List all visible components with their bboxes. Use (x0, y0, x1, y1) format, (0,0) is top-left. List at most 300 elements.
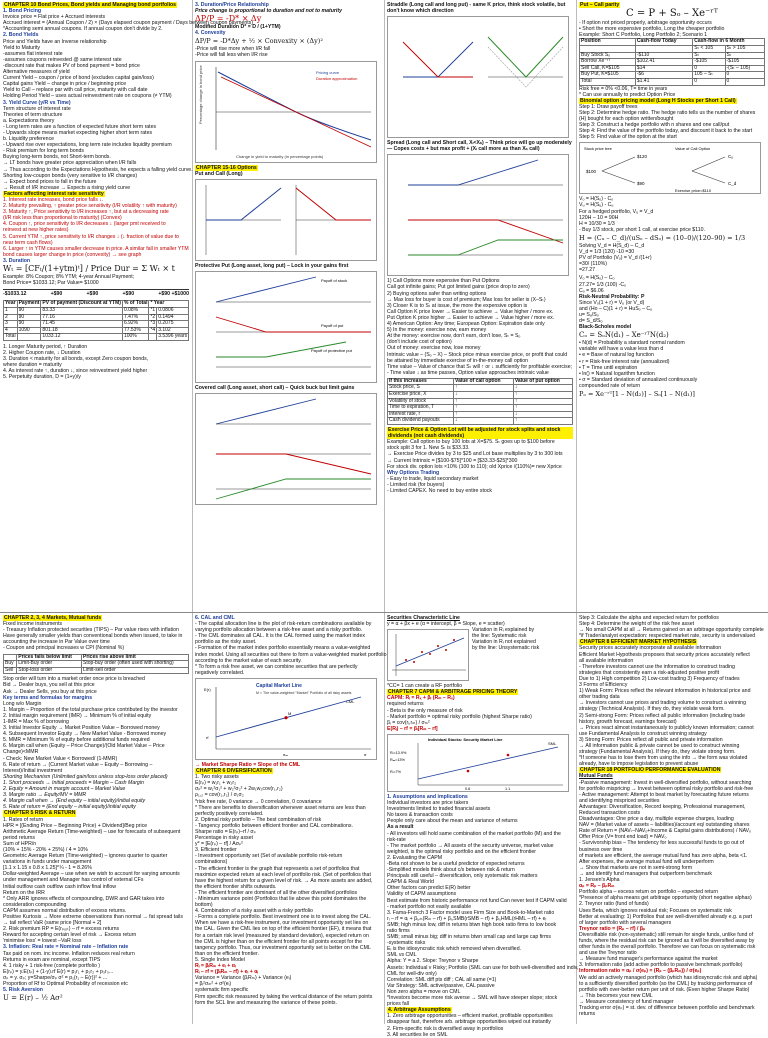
duration-example-price: Bond Price= $1033.12; Par Value= $1000 (3, 280, 99, 287)
tree-label: Value of Call Option (675, 146, 711, 152)
black-scholes-put: Pₒ = Xe⁻ʳᵀ[1 – N(d₂)] – Sₒ[1 – N(d₁)] (579, 390, 695, 398)
note-line: Step 1: Draw payoff trees (579, 103, 638, 110)
note-line: CAPM & Real World (387, 879, 434, 886)
note-line: - Upward rise over expectations, long term rate includes liquidity premium (3, 142, 172, 149)
market-point (284, 716, 287, 719)
note-line: * To form a risk free asset, we can combine securities that are perfectly (195, 663, 358, 670)
note-line: -assumes flat interest rate (3, 50, 63, 57)
note-line: systematic firm specific (195, 987, 249, 994)
note-line: • σ = Standard deviation of annualized continuously (579, 376, 698, 383)
note-line: → LT bonds have greater price appreciation when I/R falls (3, 160, 137, 167)
note-line: - Limited CAPEX. No need to buy entire stock (387, 487, 492, 494)
jensen-alpha-formula: αₚ = Rₚ – βₚRₘ (579, 883, 615, 890)
note-line: varying portfolio allocation between a risk-free asset and a risky portfolio. (195, 627, 363, 634)
written-call-line (216, 454, 371, 474)
note-line: Step 3: Calculate the alpha and expected return for portfolios (579, 615, 719, 621)
table-cell: Buy (4, 661, 17, 668)
note-line: -Beta not shown to be a useful predictor of expected returns (387, 860, 525, 867)
stock-point (467, 770, 470, 773)
note-line: 1) Call Options more expensive than Put Options (387, 278, 500, 285)
chart-legend: Pricing curve (316, 69, 340, 75)
table-header: Prices falls below limit (17, 654, 82, 661)
note-line: returns (579, 1011, 596, 1018)
column-cml-diversification (192, 613, 387, 1024)
table-cell: ↑ (513, 418, 572, 425)
column-option-strategies (384, 0, 576, 612)
note-line: use Fundamental Analysis to construct winning strategy (579, 730, 707, 737)
arbitrage-steps (579, 615, 765, 639)
note-line: -assumes coupons reinvested @ same interest rate (3, 56, 122, 63)
solve-steps-2 (579, 275, 765, 293)
note-line: 2. Maturity prevailing, ↑ greater price sensitivity (I/R volatility ↑ with maturity) (3, 203, 177, 210)
note-line: the CML is higher than on the efficient frontier for all points except for the (195, 938, 362, 945)
note-line: strategies that consistently earn a risk-adjusted positive profit (579, 669, 720, 676)
stock-payoff-line (216, 277, 316, 302)
table-cell: Time to expiration, T (388, 405, 454, 412)
time-value: Time value – Value of chance that Sₜ will ↑ or ↓ sufficiently for profitable exercise; (387, 363, 573, 370)
note-line: NAV = (Market value of assets – liabilities)/account eq/ outstanding shares (579, 822, 750, 829)
binomial-tree (579, 142, 761, 194)
point-label: SML (548, 740, 557, 746)
hedge-steps (579, 196, 765, 233)
note-line: *if Trader/analyst expectation: respected market rate, security is undervalued (579, 633, 756, 640)
note-line: 1. Two risky assets (195, 774, 239, 781)
note-line: People only care about the mean and variance of returns (387, 818, 518, 825)
parity-rows (580, 52, 765, 85)
cal-cml-title: 6. CAL and CML (195, 615, 235, 621)
note-line: HPR = [(Ending Price – Beginning Price) + Dividend]/Beg price (3, 822, 148, 829)
note-line: prices fall (387, 1001, 409, 1008)
note-line: 5. Rate of return = (End equity – initial equity)/initial equity (3, 804, 136, 811)
table-cell: Sₜ (693, 52, 725, 59)
risk-aversion-title: 5. Risk Aversion (3, 987, 43, 994)
note-line: 5. MMR = Minimum % of equity before additional funds required (3, 737, 150, 744)
table-cell: 1033.12 (41, 334, 123, 341)
note-line: by the line: Unsystematic risk (472, 645, 540, 652)
parity-table (579, 38, 765, 85)
point-label: Rᵢ=7% (390, 769, 402, 774)
assumptions-list (387, 800, 573, 824)
note-line: → This becomes your new CML (579, 992, 653, 999)
note-line: * There are benefits to diversification whenever asset returns are less than (195, 804, 366, 811)
note-line: σₚ² = w₁²σ₁² + w₂²σ₂² + 2w₁w₂cov(r₁,r₂) (195, 786, 283, 793)
table-cell: -$110 (635, 52, 692, 59)
single-index-excess-formula: Rᵢ – rf = (βᵢRₘ – rf) + eᵢ + αᵢ (195, 969, 259, 976)
axis-label: CML (346, 698, 355, 704)
chapter-15-title: CHAPTER 15-16 Options (196, 164, 257, 171)
invoice-price: Invoice price = Flat price + Accrued interests (3, 14, 106, 21)
table-header: % of Total (123, 300, 148, 307)
chart-y-label: Percentage change in bond price (198, 64, 203, 124)
table-cell: ↓ (513, 385, 572, 392)
note-line: Alpha: Y = a 2. Slope: Treynor v Sharpe (387, 958, 479, 965)
note-line: Ask → Dealer Sells, you buy at this price (3, 688, 97, 695)
duration-rules (3, 344, 189, 381)
parity-footnote: * Can use annually to predict Option Price (579, 91, 676, 98)
scl-block (387, 627, 573, 683)
scatter-point (421, 651, 423, 653)
note-line: - Easy to trade, liquid secondary market (387, 475, 479, 482)
note-line: Vₒ = H(Sₒ) – Cₒ (579, 275, 615, 282)
intrinsic-value: Intrinsic value – (Sₒ – X) – Stock price minus exercise price, or profit that could be attained by immediate exercise of in-the-money call option (387, 351, 568, 364)
put-call-payoff-chart (195, 179, 377, 261)
note-line: βᵢ = cov(rᵢ,rₘ) / σₘ² (387, 719, 430, 726)
note-line: form the SCL line and measuring the variance of these points. (195, 999, 337, 1006)
note-line: 3) Closer K is to Sₜ at issue, the more the expensive option is (387, 302, 528, 309)
assumptions-title: 1. Assumptions and implications (387, 793, 468, 800)
sml-chart (387, 734, 569, 792)
note-line: and (Ho – C)(1 + r) = HuSₒ – Cᵤ (579, 305, 653, 312)
cash-flow-timeline (3, 289, 189, 297)
table-cell: 6.92% (122, 321, 149, 328)
tree-branch (602, 157, 635, 171)
note-line: - Therefore investors cannot use the information to construct trading (579, 663, 735, 670)
note-line: portfolio as the risky asset. (195, 639, 257, 646)
duration-rows (4, 307, 189, 340)
note-line: required returns (387, 701, 424, 708)
chapter-5-title: CHAPTER 5 RISK & RETURN (4, 810, 76, 817)
call-payoff-line (403, 42, 473, 77)
note-line: Reward for accepting certain level of risk → Excess return (3, 932, 137, 939)
note-line: Percentage in risky asset (195, 835, 253, 842)
note-line: Geometric Average Return (Time-weighted) – ignores quarter to quarter (3, 853, 168, 860)
note-line: Firm specific risk measured by taking the vertical distance of the return points (195, 993, 373, 1000)
note-line: Returns in exam are nominal, except TIPS (3, 956, 101, 963)
note-line: near term cash flows) (3, 239, 53, 246)
note-line: - Risk premium for long term bonds (3, 148, 85, 155)
chapter-10-title: CHAPTER 10 Bond Prices, Bond yields and Managing bond portfolios (4, 2, 177, 8)
note-line: 1. Longer Maturity period, ↑ Duration (3, 343, 88, 350)
risk-neutral-notes (579, 300, 765, 324)
note-line: Vₒ = H(Sₒ) - Cₒ (579, 196, 614, 203)
note-line: 6. Rate of return → (Current Market value – Equity – Borrowing – (3, 761, 153, 768)
table-cell: Sell (4, 667, 17, 674)
note-line: Other factors can predict E(R) better (387, 885, 471, 892)
note-line: - All investors will hold same combination of the market portfolio (M) and the (387, 830, 561, 837)
chart-note: M = The value-weighted "Market" Portfolio of all risky assets (256, 690, 352, 695)
scl-title: Securities Characteristic Line (387, 615, 460, 621)
scatter-point (453, 639, 455, 641)
treynor-notes (579, 932, 765, 969)
option-notes (387, 278, 573, 351)
tree-branch (602, 171, 635, 183)
table-cell: 1 (4, 307, 18, 314)
duration-example: Example: 8% Coupon; 8% YTM; 4-year Annual Payment; (3, 274, 135, 281)
note-line: • e = Base of natural log function (579, 352, 654, 359)
note-line: SMB; small minus big; diff in returns btwn small cap and large cap firms (387, 934, 551, 941)
note-line: Correlation: SML diff pts diff ; CAL all same (=1) (387, 976, 497, 983)
note-line: 1-IMR = Max % of borrowing (3, 719, 69, 725)
sml-formula: E(Rᵢ) – rf = βᵢ[Rₘ – rf] (387, 725, 438, 732)
table-cell: Buy Put, K=$105 (580, 72, 636, 79)
note-line: Rate of Return = (NAVₜ–NAVₒ+Income & Capital gains distributions) / NAVₒ (579, 828, 752, 835)
note-line: 6. Margin call when (Equity – Price Change)/(Old Market Value – Price (3, 743, 165, 750)
note-line: 5. Perpetuity duration, D = (1+y)/y (3, 374, 81, 381)
straddle-payoff-line (488, 37, 563, 77)
note-line: bottom) (195, 902, 213, 909)
note-line: - Treasury Inflation protected securities (TIPS) – Par value rises with inflation (3, 627, 179, 634)
table-cell: 105 – Sₜ (693, 72, 725, 79)
table-cell: Interest rate, r (388, 411, 454, 418)
straddle-label: Straddle (Long call and long put) - same K price, think stock volatile, but don't know which direction (387, 2, 566, 15)
note-line: compounded rate of return (579, 382, 641, 389)
duration-price-title: 3. Duration/Price Relationship (195, 2, 269, 8)
duration-price-subtitle: Price change is proportional to duration and not to maturity (195, 8, 342, 15)
table-header: PV of payment (Discount at YTM) (42, 300, 121, 307)
binomial-title: Binomial option pricing model (Long H Stocks per Short 1 Call) (580, 97, 736, 104)
note-line: ρ₁,₂ = cov(r₁,r₂) / σ₁σ₂ (195, 792, 244, 799)
note-line: (don't include cost of option) (387, 339, 452, 346)
capm-formula: CAPM: Rᵢ = Rₓ + βᵢ (Rₘ – Rₓ) (387, 695, 455, 702)
table-cell: Stop-buy order (often used with shorting) (82, 661, 189, 668)
order-notes (3, 676, 189, 694)
note-line: 3) Strong Form: Prices reflect all public and private information (579, 736, 723, 743)
axis-label: M (288, 710, 292, 716)
note-line: 4. Margin call when → (End equity – initial equity)/initial equity (3, 798, 146, 805)
note-line: Validity of CAPM assumptions (387, 891, 457, 898)
note-line: → Exercise Price divides by 3 to $25 and Lot base multiplies by 3 to 300 lots (387, 451, 563, 458)
straddle-chart (387, 16, 569, 138)
note-line: No taxes & transaction costs (387, 812, 453, 819)
why-options-title: Why Options Trading (387, 469, 440, 476)
table-header: Cash-flow in 6 Month (693, 39, 765, 46)
duration-table (3, 300, 189, 341)
section-convexity: 4. Convexity (195, 30, 226, 37)
as-result-label: As a result (387, 824, 414, 831)
note-line: 4. Combination of a risky asset with a risky portfolio (195, 908, 313, 915)
note-line: history, growth forecast, earnings forecast) (579, 718, 677, 725)
table-cell: 71.45 (41, 321, 123, 328)
scatter-point (413, 661, 415, 663)
risk-return-notes (3, 817, 189, 945)
note-line: Step 5: Find value of the option at the start (579, 134, 677, 141)
note-line: E(rₚ) = y.E(rₚ) + (1-y).rf E(r) = p₁r₁ + p₂r₂ + p₃r₃... (3, 968, 114, 975)
note-line: Tax paid on nom. inc income. Inflation reduces real return (3, 950, 135, 957)
note-line: Yield to Maturity (3, 44, 40, 51)
note-line: Vᵤ = H(Sᵤ) - Cᵤ (579, 202, 614, 209)
table-cell: 2 (4, 314, 18, 321)
note-line: → No small CAPM at all → Returns gained on an arbitrage opportunity complete (579, 627, 764, 634)
table-row (4, 667, 189, 674)
column-markets (0, 613, 192, 1024)
mutual-funds-notes (579, 780, 765, 884)
note-line: Var Strategy: SML active/passive, CAL passive (387, 982, 495, 989)
spread-payoff-line (408, 240, 563, 255)
parity-note: • Short the more expensive portfolio, Long the cheaper portfolio (579, 26, 725, 33)
capm-results (387, 830, 579, 1008)
table-cell: -(Sₜ – 105) (725, 65, 764, 72)
note-line: 4. Coupon ↑, price sensitivity to I/R decreases ↓ (larger pmt received to (3, 221, 166, 228)
axis-label: σ (364, 751, 367, 757)
note-line: Call got infinite gains; Put got limited gains (price drop to zero) (387, 284, 530, 291)
note-line: 2. Higher Coupon rate, ↓ Duration (3, 349, 81, 356)
table-cell: *1 (150, 306, 156, 313)
note-line: Step 4: Determine the weight of the risk free asset (579, 621, 695, 628)
scl-equation: y = α + βx + e (α = intercept, β = Slope, e = scatter) (387, 621, 505, 628)
covered-call-label: Covered call (Long asset, short call) – Quick buck but limit gains (195, 384, 355, 391)
note-line: Theories of term structure (3, 111, 63, 118)
table-cell: Stop-loss order (17, 667, 82, 674)
table-cell: Sₜ (725, 52, 764, 59)
note-line: - Beta is the only measure of risk (387, 707, 463, 714)
note-line: - The efficient frontier are dominant of all the other diversified portfolios (195, 889, 358, 896)
order-types-rows (4, 661, 189, 674)
note-line: Long w/o Margin (3, 700, 42, 707)
note-line: accounting the increase in Par Value over time (3, 639, 110, 646)
table-row (388, 418, 573, 425)
table-row (580, 78, 765, 85)
note-line: → Investors cannot use prices and trading volume to construct a winning (579, 700, 746, 707)
note-line: When we have a risk-free instrument, our investment opportunity set lies on (195, 920, 369, 927)
note-line: disappear fast, therefore arb. arbitrage opportunities wiped out instantly (387, 1019, 551, 1026)
scl-line (396, 638, 464, 666)
note-line: Buying long-term bonds, not Short-term bonds. (3, 154, 111, 161)
chart-x-label: Change in yield to maturity (in percentage points) (236, 153, 324, 159)
note-line: Step 4: Find the value of the portfolio today, and discount it back to the start (579, 128, 753, 135)
note-line: E(rₚ) = w₁r₁ + w₂r₂ (195, 780, 237, 787)
table-cell: Cash dividend payouts (388, 418, 454, 425)
note-line: • r = Risk-free interest rate (annualized) (579, 358, 670, 365)
chart-legend: Duration approximation (316, 75, 358, 81)
note-line: 2) Semi-strong Form: Prices reflect all public information (including trade (579, 712, 746, 719)
chart-title: Capital Market Line (256, 682, 302, 689)
table-cell: 77.53% (122, 327, 149, 334)
table-cell: 0 (693, 65, 725, 72)
table-cell: 3 (4, 321, 18, 328)
point-label: Rᵢ=13.9% (390, 750, 407, 755)
parity-footnote: Risk free = 0% <0.06, T= time in years (579, 85, 668, 92)
stock-payoff-line (216, 399, 316, 424)
table-cell: 0 (725, 72, 764, 79)
axis-label: rf (206, 734, 209, 740)
timeline-cf: +$90 (86, 291, 99, 298)
note-line: 1. Short proceeds → Initial proceeds = Margin – Cash Margin (3, 779, 144, 786)
note-line: At the money: exercise now, don't earn, don't lose, Sₜ = Sₒ (387, 333, 521, 340)
note-line: Capital gains Yield – change in price / beginning price (3, 81, 127, 88)
convexity-chart (195, 61, 377, 163)
timeline-cf: -$1033.12 (3, 291, 27, 298)
note-line: 3. Information ratio (add active portfolio to passive benchmark portfolio) (579, 962, 743, 969)
note-line: 6. Larger ↑ in YTM causes smaller decrease in price. A similar fall in smaller YTM (3, 245, 189, 252)
note-line: b. Liquidity preference (3, 136, 55, 143)
note-line: Eᵢ is the idiosyncratic risk which removed when diversified. (387, 946, 522, 953)
note-line: Tracking error σ(eₚ) = st. dev. of difference between portfolio and benchmark (579, 1005, 755, 1011)
why-options-list (387, 476, 573, 494)
table-cell: 7.47% (122, 314, 149, 321)
margin-notes (3, 701, 189, 774)
table-header: Prices rise above limit (82, 654, 189, 661)
note-line: 4. 1 risky + 1 risk-free (complete portfolio ) (3, 962, 101, 969)
note-line: • ln() = Natural logarithm function (579, 370, 655, 377)
sml-line (418, 747, 558, 779)
note-line: 2. Treynor ratio (fund of funds) (579, 901, 649, 908)
note-line: Holding Period Yield – uses actual reinvestment rate on coupons (≠ YTM) (3, 93, 172, 100)
table-cell: Limit-sell order (82, 667, 189, 674)
table-row (4, 307, 189, 314)
note-line: SMB; high minus low, diff in returns btwn high book ratio firms to low book (387, 921, 557, 928)
table-cell: ↑ (513, 398, 572, 405)
note-line: Term structure of interest rate (3, 105, 71, 112)
table-cell: $14 (635, 65, 692, 72)
column-option-pricing (576, 0, 768, 612)
put-payoff-line (296, 188, 371, 220)
note-line: Due to 1) High competition 2) Low-cost trading 3) Frequency of trades (579, 675, 740, 682)
note-line: - Market portfolio = optimal risky portfolio (highest Sharpe ratio) (387, 713, 532, 720)
information-ratio-formula: Information ratio = αₚ / σ(eₚ) = (Rₚ – (βₚRₘ)) / σ(eₚ) (579, 968, 702, 975)
table-cell: -$105 (725, 59, 764, 66)
note-line: the efficient frontier shifts outwards. (195, 883, 277, 890)
note-line: Variation in Rᵢ explained by (472, 627, 535, 634)
table-row (4, 334, 189, 341)
note-line: a. Expectations theory (3, 117, 55, 124)
tree-label: Exercise price=$110 (675, 188, 712, 194)
table-cell: 90 (17, 321, 41, 328)
note-line: - Minimum variance point (Portfolios that lie above this point dominates the (195, 896, 367, 902)
note-line: tangency portfolio. Thus, our investment opportunity set is better on the CML (195, 944, 371, 951)
tree-branch (692, 157, 725, 171)
note-line: → Thus according to the Expectations Hypothesis, he expects a falling yield curve. (3, 166, 193, 173)
short-notes (3, 774, 189, 811)
note-line: Step 2: Determine hedge ratio. The hedge ratio tells us the number of shares (579, 109, 756, 116)
note-line: CAPM assumes normal distribution of excess returns. (3, 907, 127, 914)
table-cell: *2 (150, 313, 156, 320)
tree-node: C_d (728, 181, 737, 187)
note-line: - market portfolio not easily available (387, 903, 472, 910)
note-line: - The capital allocation line is the plot of risk-return combinations available by (195, 621, 372, 628)
note-line: portfolio with over-better return per unit of risk. (Even higher Sharpe Ratio) (579, 986, 750, 993)
note-line: Step 3: Construct a hedge portfolio with n shares and one call/put (579, 122, 730, 129)
note-line: *Investors become more risk averse → SML will have steeper slope; stock (387, 995, 558, 1002)
note-line: 4. Subsequent Investor Equity → New Market Value - Borrowed money (3, 731, 167, 738)
point-label: Rₘ=13% (390, 757, 405, 762)
note-line: reinvest at new higher rates) (3, 227, 69, 234)
note-line: σₚ = y. σₚ; y=Sharpe/σₚ σ² = p₁(r₁ – E(r))² + ... (3, 974, 108, 981)
note-line: 3. Efficient frontier (195, 847, 237, 854)
note-line: 1. Jensen's Alpha (579, 877, 620, 884)
note-line: variations in funds under management (3, 859, 92, 866)
spread-chart (387, 154, 569, 276)
convexity-formula: ΔP/P = -D*Δy + ½ × Convexity × (Δy)² (195, 37, 323, 46)
note-line: -discount rate that makes PV of bond payment = bond price (3, 62, 140, 69)
table-cell: ↓ (513, 411, 572, 418)
table-cell: Borrow Xe⁻ʳᵀ (580, 59, 636, 66)
table-cell: ↑ (454, 398, 514, 405)
note-line: → All information public & private cannot be used to construct winning (579, 742, 740, 749)
note-line: for a certain risk level (measured by standard deviation), expected return on (195, 932, 369, 939)
accrued-interest-formula: Accrued interest = (Annual Coupon / 2) × (Days elapsed coupon payment / Days between coupon payments) (3, 20, 254, 27)
table-cell: Limit-Buy order (17, 661, 82, 668)
table-header: Position (580, 39, 636, 46)
cal-cml-notes (195, 621, 387, 676)
note-line: Out of money: exercise now, lose money (387, 345, 481, 352)
timeline-cf: +$90 (50, 291, 63, 298)
note-line: PV of Portfolio (Vₒ) = V_d /(1+r) (579, 255, 652, 262)
diversification-notes (195, 774, 381, 963)
note-line: and use the Treynor ratio (579, 950, 637, 957)
table-cell: Volatility of stock (388, 398, 454, 405)
note-line: Put Option K price higher → Easier to achieve → Value higher / more ex. (387, 314, 555, 321)
chapter-18-title: CHAPTER 18 PORTFOLIO PERFORMANCE EVALUATION (580, 767, 721, 774)
note-line: → Measure fund manager's performance against the market (579, 956, 718, 963)
note-line: maximize expected return at each level of portfolio risk. (Set of portfolios that (195, 871, 371, 878)
note-line: Shorting Mechanism (Unlimited gain/loss unless stop-loss order placed) (3, 773, 168, 780)
table-cell: 90 (17, 314, 41, 321)
accrued-note: *Accounting semi annual coupons. If annual coupon don't divide by 2. (3, 26, 163, 33)
note-line: Example: Call option to buy 100 lots at X=$75. Sₜ goes up to $100 before (387, 439, 555, 446)
note-line: → Expect bond prices to fall in the future (3, 178, 97, 185)
protective-put-label: Protective Put (Long asset, long put) – Lock in your gains first (195, 262, 349, 269)
duration-formula: Wₜ = [CFₜ/(1+ytm)ᵗ] / Price Dur = Σ Wₜ × t (3, 264, 175, 274)
